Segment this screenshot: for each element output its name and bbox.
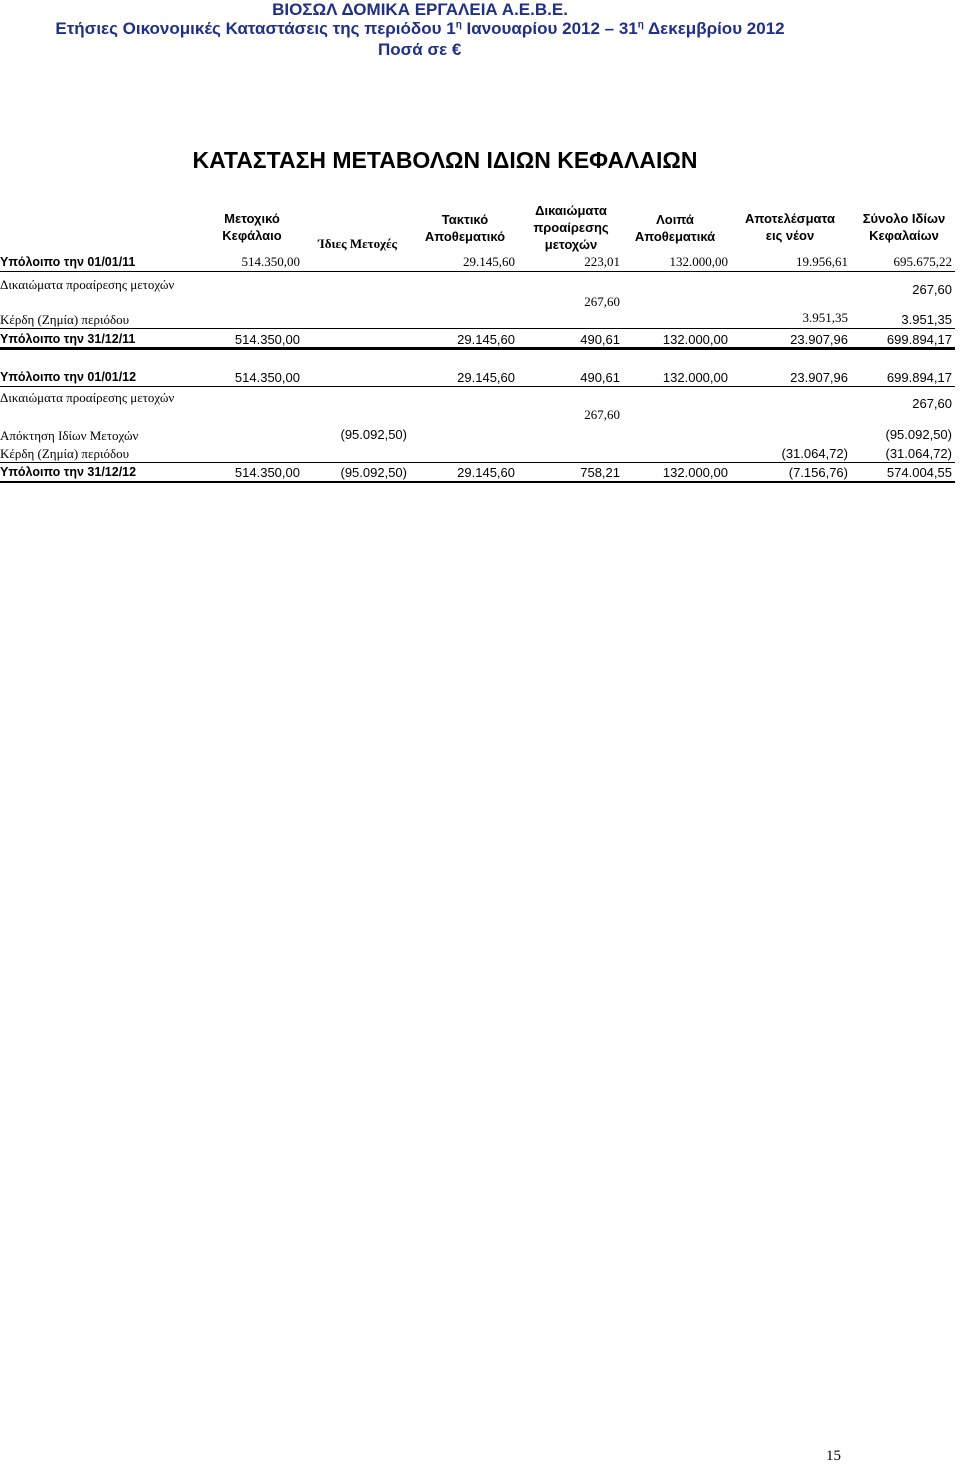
cell-total-equity: 267,60 — [912, 282, 952, 297]
cell-stock-options: 490,61 — [580, 332, 620, 347]
cell-other-reserves: 132.000,00 — [662, 465, 728, 480]
company-name: ΒΙΟΣΩΛ ΔΟΜΙΚΑ ΕΡΓΑΛΕΙΑ Α.Ε.Β.Ε. — [272, 0, 568, 19]
cell-total-equity: 574.004,55 — [886, 465, 952, 480]
cell-retained-earnings: 19.956,61 — [796, 254, 848, 269]
cell-statutory-reserve: 29.145,60 — [457, 465, 515, 480]
col-header-treasury-shares: Ίδιες Μετοχές — [317, 236, 398, 251]
col-header-retained-earnings: Αποτελέσματα εις νέον — [745, 211, 835, 243]
cell-share-capital: 514.350,00 — [234, 332, 300, 347]
cell-stock-options: 267,60 — [584, 294, 620, 309]
col-header-share-capital: Μετοχικό Κεφάλαιο — [222, 211, 282, 243]
row-label: Υπόλοιπο την 31/12/11 — [0, 332, 136, 346]
cell-total-equity: (31.064,72) — [885, 446, 952, 461]
cell-retained-earnings: 23.907,96 — [790, 332, 848, 347]
row-label: Υπόλοιπο την 01/01/11 — [0, 255, 136, 269]
cell-total-equity: (95.092,50) — [885, 427, 952, 442]
cell-other-reserves: 132.000,00 — [662, 332, 728, 347]
cell-retained-earnings: 3.951,35 — [802, 310, 848, 325]
cell-share-capital: 514.350,00 — [234, 465, 300, 480]
row-divider — [0, 328, 955, 329]
row-label: Απόκτηση Ιδίων Μετοχών — [0, 428, 139, 443]
cell-treasury-shares: (95.092,50) — [340, 427, 407, 442]
col-header-stock-options: Δικαιώματα προαίρεσης μετοχών — [533, 203, 609, 252]
cell-retained-earnings: (31.064,72) — [781, 446, 848, 461]
row-divider — [0, 462, 955, 463]
row-label: Δικαιώματα προαίρεσης μετοχών — [0, 390, 175, 405]
row-label: Δικαιώματα προαίρεσης μετοχών — [0, 277, 175, 292]
cell-other-reserves: 132.000,00 — [669, 254, 728, 269]
row-label: Κέρδη (Ζημία) περιόδου — [0, 312, 130, 327]
cell-stock-options: 490,61 — [580, 370, 620, 385]
page-number: 15 — [826, 1448, 841, 1464]
cell-treasury-shares: (95.092,50) — [340, 465, 407, 480]
cell-retained-earnings: 23.907,96 — [790, 370, 848, 385]
row-label: Κέρδη (Ζημία) περιόδου — [0, 446, 130, 461]
cell-stock-options: 758,21 — [580, 465, 620, 480]
row-label: Υπόλοιπο την 01/01/12 — [0, 370, 137, 384]
cell-retained-earnings: (7.156,76) — [788, 465, 848, 480]
cell-stock-options: 223,01 — [584, 254, 620, 269]
cell-total-equity: 699.894,17 — [886, 332, 952, 347]
col-header-total-equity: Σύνολο Ιδίων Κεφαλαίων — [862, 211, 946, 243]
cell-total-equity: 699.894,17 — [886, 370, 952, 385]
cell-total-equity: 267,60 — [912, 396, 952, 411]
row-divider — [0, 386, 955, 387]
row-divider — [0, 347, 955, 350]
cell-other-reserves: 132.000,00 — [662, 370, 728, 385]
cell-total-equity: 3.951,35 — [901, 312, 952, 327]
cell-statutory-reserve: 29.145,60 — [463, 254, 515, 269]
cell-total-equity: 695.675,22 — [893, 254, 952, 269]
cell-statutory-reserve: 29.145,60 — [457, 332, 515, 347]
cell-statutory-reserve: 29.145,60 — [457, 370, 515, 385]
row-label: Υπόλοιπο την 31/12/12 — [0, 465, 137, 479]
statement-title: ΚΑΤΑΣΤΑΣΗ ΜΕΤΑΒΟΛΩΝ ΙΔΙΩΝ ΚΕΦΑΛΑΙΩΝ — [192, 147, 698, 173]
currency-note: Ποσά σε € — [378, 40, 462, 59]
row-divider — [0, 271, 955, 272]
cell-share-capital: 514.350,00 — [241, 254, 300, 269]
row-divider — [0, 481, 955, 483]
col-header-statutory-reserve: Τακτικό Αποθεματικό — [424, 212, 506, 244]
col-header-other-reserves: Λοιπά Αποθεματικά — [634, 212, 716, 244]
reporting-period: Ετήσιες Οικονομικές Καταστάσεις της περιόδου $1^\eta$ Ιανουαρίου $2012 - 31^\eta$ Δεκεμβρίου 2012 — [55, 19, 785, 38]
cell-share-capital: 514.350,00 — [234, 370, 300, 385]
cell-stock-options: 267,60 — [584, 407, 620, 422]
